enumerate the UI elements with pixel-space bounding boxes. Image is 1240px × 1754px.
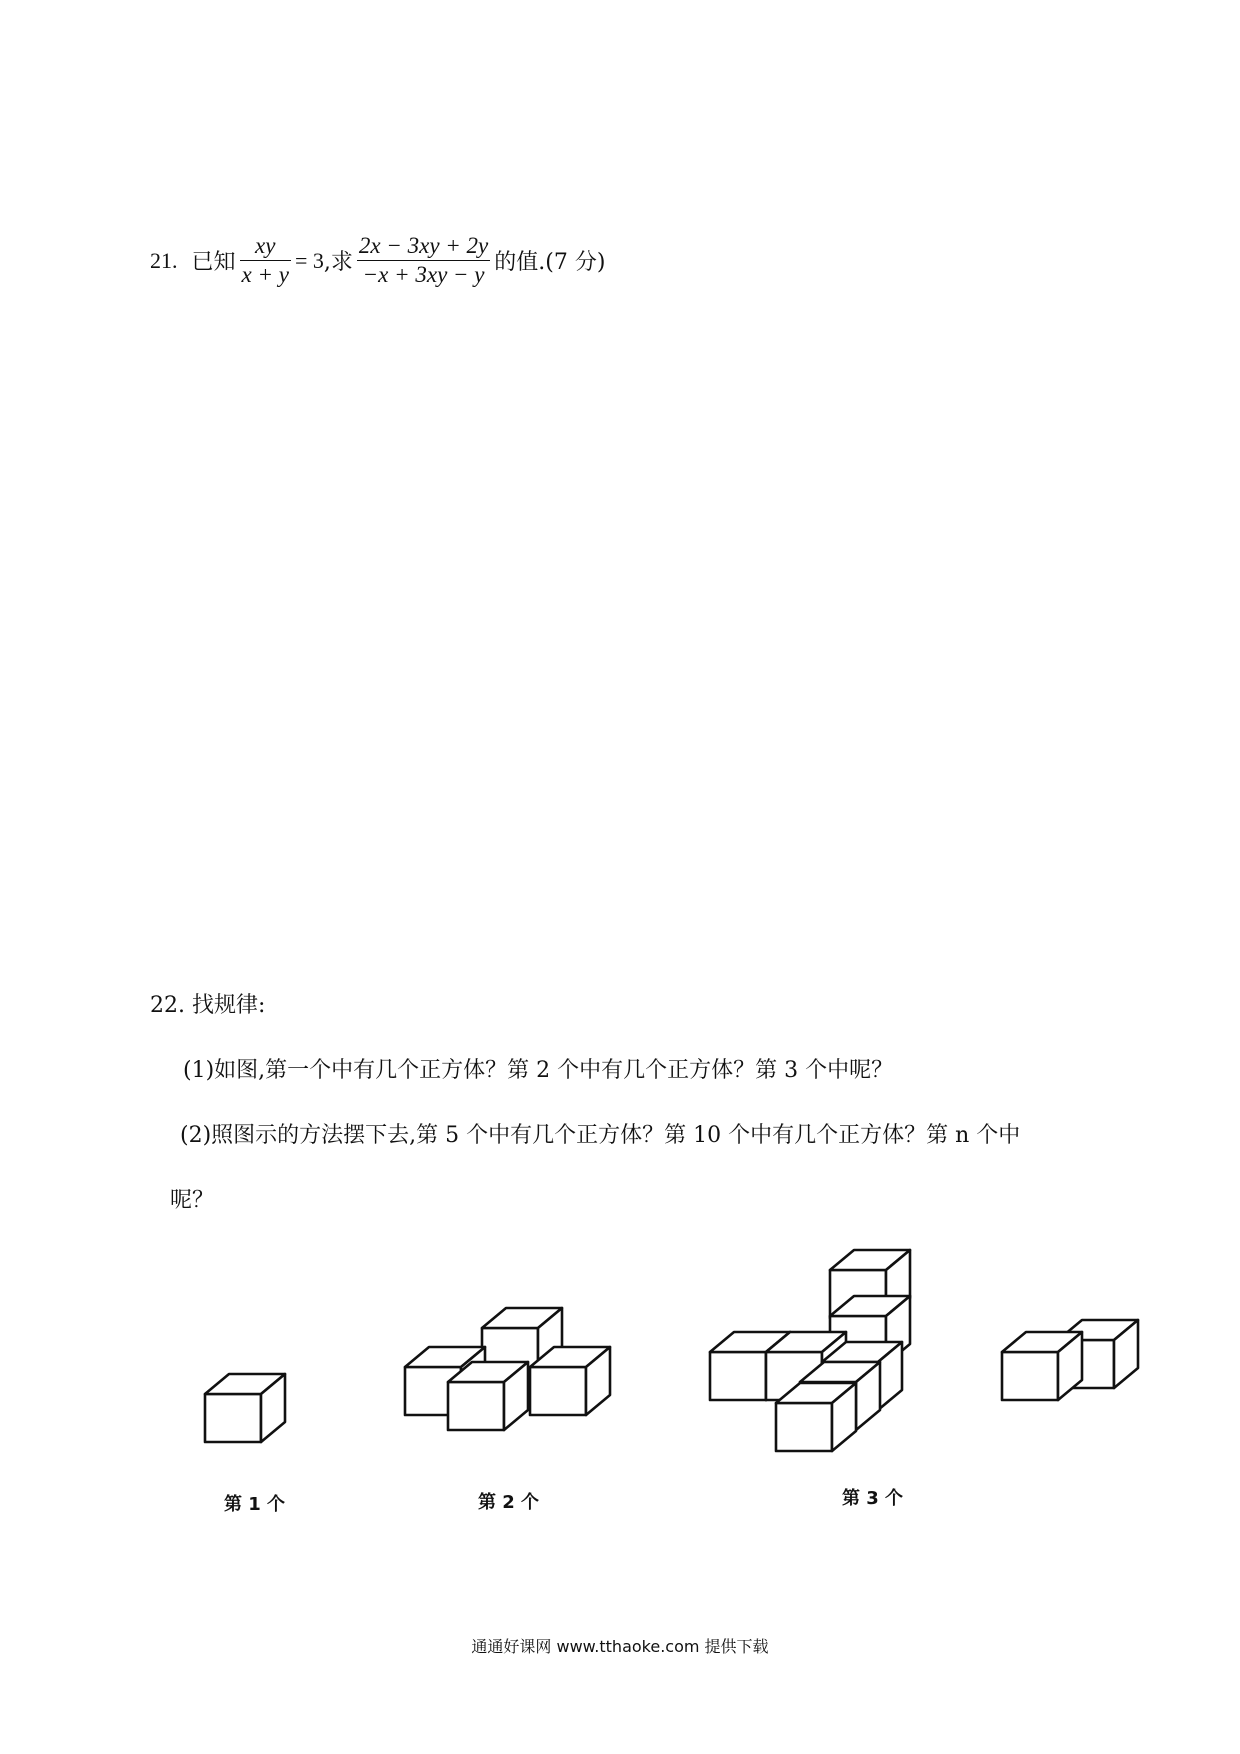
question-21 [150,232,605,289]
question-22-part-1: (1)如图,第一个中有几个正方体？第 2 个中有几个正方体？第 3 个中呢？ [183,1058,894,1083]
question-22-title: 22. 找规律: [150,993,266,1018]
fraction-2-denominator: −x + 3xy − y [362,262,485,287]
figure-1-label: 第 1 个 [224,1494,286,1515]
fraction-1-denominator: x + y [241,262,289,287]
cube-figures [0,1200,1240,1520]
question-21-ask-label: ,求 [323,250,353,275]
figure-2-label: 第 2 个 [478,1492,540,1513]
figure-3-label: 第 3 个 [842,1488,904,1509]
question-22-part-2-line-2: 呢？ [170,1188,215,1213]
fraction-expression [357,232,490,289]
fraction-1-numerator: xy [240,232,291,261]
figure-2-cubes [405,1308,610,1430]
figure-1-cube [205,1374,285,1442]
fraction-2-numerator: 2x − 3xy + 2y [357,232,490,261]
equals-three: = 3 [294,247,324,273]
question-22-part-2-line-1: (2)照图示的方法摆下去,第 5 个中有几个正方体？第 10 个中有几个正方体？第 n 个中 [180,1123,1021,1148]
question-21-tail: 的值.(7 分) [494,250,606,275]
figure-3-cubes [710,1250,1138,1451]
fraction-xy-over-x-plus-y [240,232,291,289]
question-21-number: 21. [150,247,178,273]
question-21-given-label: 已知 [191,250,236,275]
footer-text: 通通好课网 www.tthaoke.com 提供下载 [471,1637,769,1656]
